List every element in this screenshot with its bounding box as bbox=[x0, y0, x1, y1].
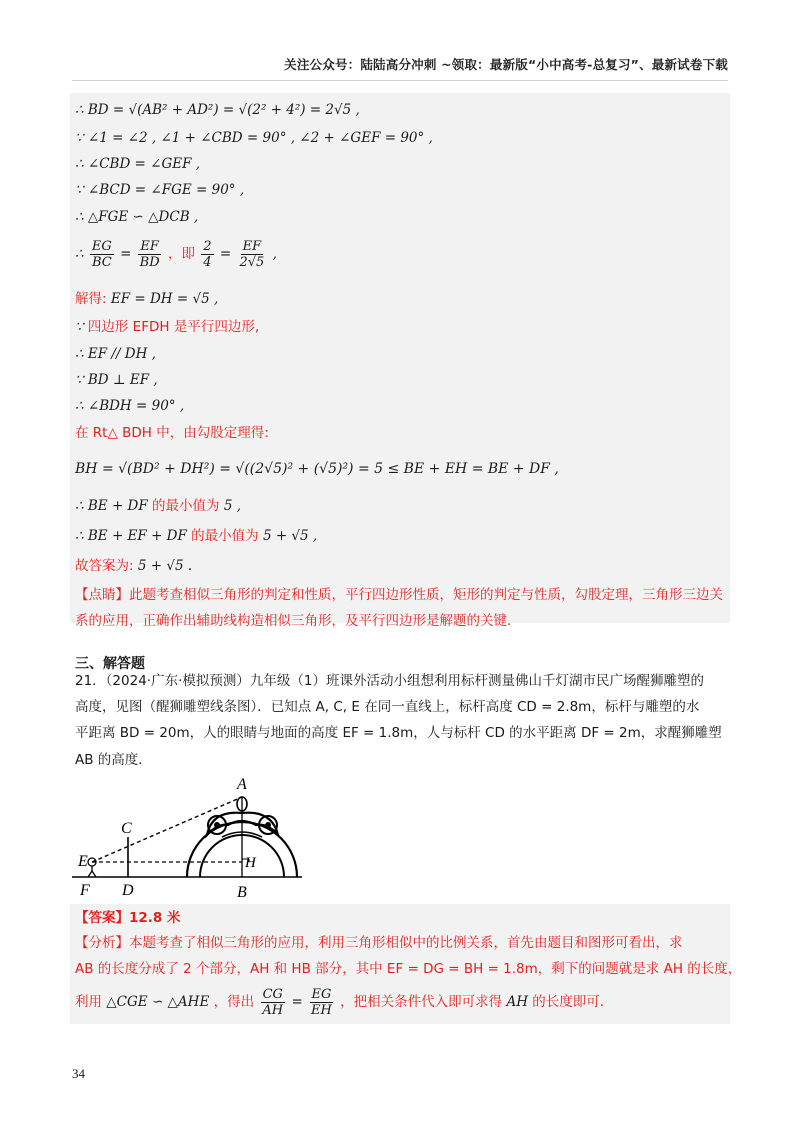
fraction: $\frac{EF}{BD}$ bbox=[139, 238, 160, 270]
connector-text: ，即 bbox=[167, 246, 195, 262]
page-number: 34 bbox=[72, 1066, 85, 1081]
min-value-text: 的最小值为 bbox=[191, 528, 259, 544]
answer-label: 故答案为: bbox=[75, 558, 134, 574]
min-value-text: 的最小值为 bbox=[152, 498, 220, 514]
label-a: A bbox=[237, 776, 247, 793]
solution-line bbox=[75, 557, 192, 575]
solution-line: ∴ ∠BDH = 90° , bbox=[75, 398, 185, 414]
solution-line: ∴ △FGE ∽ △DCB , bbox=[75, 209, 199, 225]
answer-value: 5 + √5 . bbox=[137, 558, 193, 574]
equals: = bbox=[291, 994, 303, 1010]
therefore-symbol: ∴ bbox=[75, 246, 84, 262]
dianjing-note: 【点睛】此题考查相似三角形的判定和性质，平行四边形性质，矩形的判定与性质，勾股定理，三角形三边关系的应用，正确作出辅助线构造相似三角形，及平行四边形是解题的关键． bbox=[75, 587, 723, 629]
lion-pupil-left bbox=[214, 822, 220, 828]
analysis-text: 的长度即可． bbox=[532, 994, 614, 1010]
solution-line bbox=[75, 527, 317, 545]
equals: = bbox=[219, 246, 232, 262]
solution-line: ∴ BD = √(AB² + AD²) = √(2² + 4²) = 2√5 , bbox=[75, 102, 360, 118]
similar-triangles: △CGE ∽ △AHE bbox=[106, 994, 210, 1010]
person-leg bbox=[88, 871, 92, 877]
problem-text: AB 的高度． bbox=[75, 752, 152, 768]
because-symbol: ∵ bbox=[75, 319, 84, 335]
fraction: $\frac{CG}{AH}$ bbox=[262, 986, 284, 1018]
analysis-line: 【分析】本题考查了相似三角形的应用，利用三角形相似中的比例关系，首先由题目和图形可看出，求 bbox=[75, 935, 683, 951]
solution-line bbox=[75, 290, 218, 308]
problem-text: 平距离 BD = 20m，人的眼睛与地面的高度 EF = 1.8m，人与标杆 CD 的水平距离 DF = 2m，求醒狮雕塑 bbox=[75, 725, 722, 741]
solution-line: ∵ ∠1 = ∠2 , ∠1 + ∠CBD = 90° , ∠2 + ∠GEF = 90° , bbox=[75, 130, 433, 146]
label-h: H bbox=[245, 855, 256, 871]
fraction: $\frac{EG}{EH}$ bbox=[311, 986, 332, 1018]
label-d: D bbox=[122, 882, 134, 899]
label-f: F bbox=[80, 882, 90, 899]
min-value: 5 , bbox=[223, 498, 242, 514]
solution-line: ∵ BD ⊥ EF , bbox=[75, 372, 158, 388]
lion-sculpture-diagram bbox=[72, 775, 312, 900]
fraction: $\frac{EF}{2√5}$ bbox=[239, 238, 265, 270]
page-header: 关注公众号：陆陆高分冲刺 ~领取：最新版“小中高考-总复习”、最新试卷下载 bbox=[284, 57, 728, 72]
analysis-text: 利用 bbox=[75, 994, 102, 1010]
problem-text: 21．（2024·广东·模拟预测）九年级（1）班课外活动小组想利用标杆测量佛山千灯湖市民广场醒狮雕塑的 bbox=[75, 673, 704, 689]
min-value: 5 + √5 , bbox=[262, 528, 318, 544]
solve-result: EF = DH = √5 , bbox=[110, 291, 219, 307]
fraction: $\frac{2}{4}$ bbox=[203, 238, 212, 270]
solution-line: ∴ ∠CBD = ∠GEF , bbox=[75, 156, 201, 172]
solution-line bbox=[75, 318, 259, 336]
label-e: E bbox=[78, 853, 88, 870]
parallelogram-statement: 四边形 EFDH 是平行四边形, bbox=[87, 319, 260, 335]
label-c: C bbox=[121, 820, 132, 837]
comma: , bbox=[272, 246, 277, 262]
solution-line bbox=[75, 497, 241, 515]
section-title: 三、解答题 bbox=[75, 656, 145, 672]
proportion-line bbox=[75, 237, 277, 271]
equals: = bbox=[120, 246, 132, 262]
solution-line: 在 Rt△ BDH 中，由勾股定理得: bbox=[75, 425, 269, 441]
solution-line: BH = √(BD² + DH²) = √((2√5)² + (√5)²) = 5 ≤ BE + EH = BE + DF , bbox=[75, 461, 559, 477]
expression: ∴ BE + DF bbox=[75, 498, 148, 514]
analysis-line bbox=[75, 985, 613, 1019]
solution-line: ∴ EF // DH , bbox=[75, 346, 156, 362]
analysis-text: ，把相关条件代入即可求得 bbox=[340, 994, 503, 1010]
analysis-line: AB 的长度分成了 2 个部分，AH 和 HB 部分，其中 EF = DG = BH = 1.8m，剩下的问题就是求 AH 的长度， bbox=[75, 961, 742, 977]
answer-line: 【答案】12.8 米 bbox=[75, 910, 181, 926]
analysis-text: ，得出 bbox=[213, 994, 255, 1010]
solution-line: ∵ ∠BCD = ∠FGE = 90° , bbox=[75, 182, 245, 198]
fraction: $\frac{EG}{BC}$ bbox=[91, 238, 112, 270]
solve-label: 解得: bbox=[75, 291, 107, 307]
sight-line-eca bbox=[92, 797, 242, 862]
lion-pupil-right bbox=[265, 822, 271, 828]
person-leg bbox=[92, 871, 96, 877]
label-b: B bbox=[237, 884, 247, 900]
problem-text: 高度，见图（醒狮雕塑线条图）．已知点 A, C, E 在同一直线上，标杆高度 CD = 2.8m，标杆与雕塑的水 bbox=[75, 699, 700, 715]
header-divider bbox=[72, 80, 728, 81]
expression: ∴ BE + EF + DF bbox=[75, 528, 187, 544]
segment-ah: AH bbox=[506, 994, 528, 1010]
